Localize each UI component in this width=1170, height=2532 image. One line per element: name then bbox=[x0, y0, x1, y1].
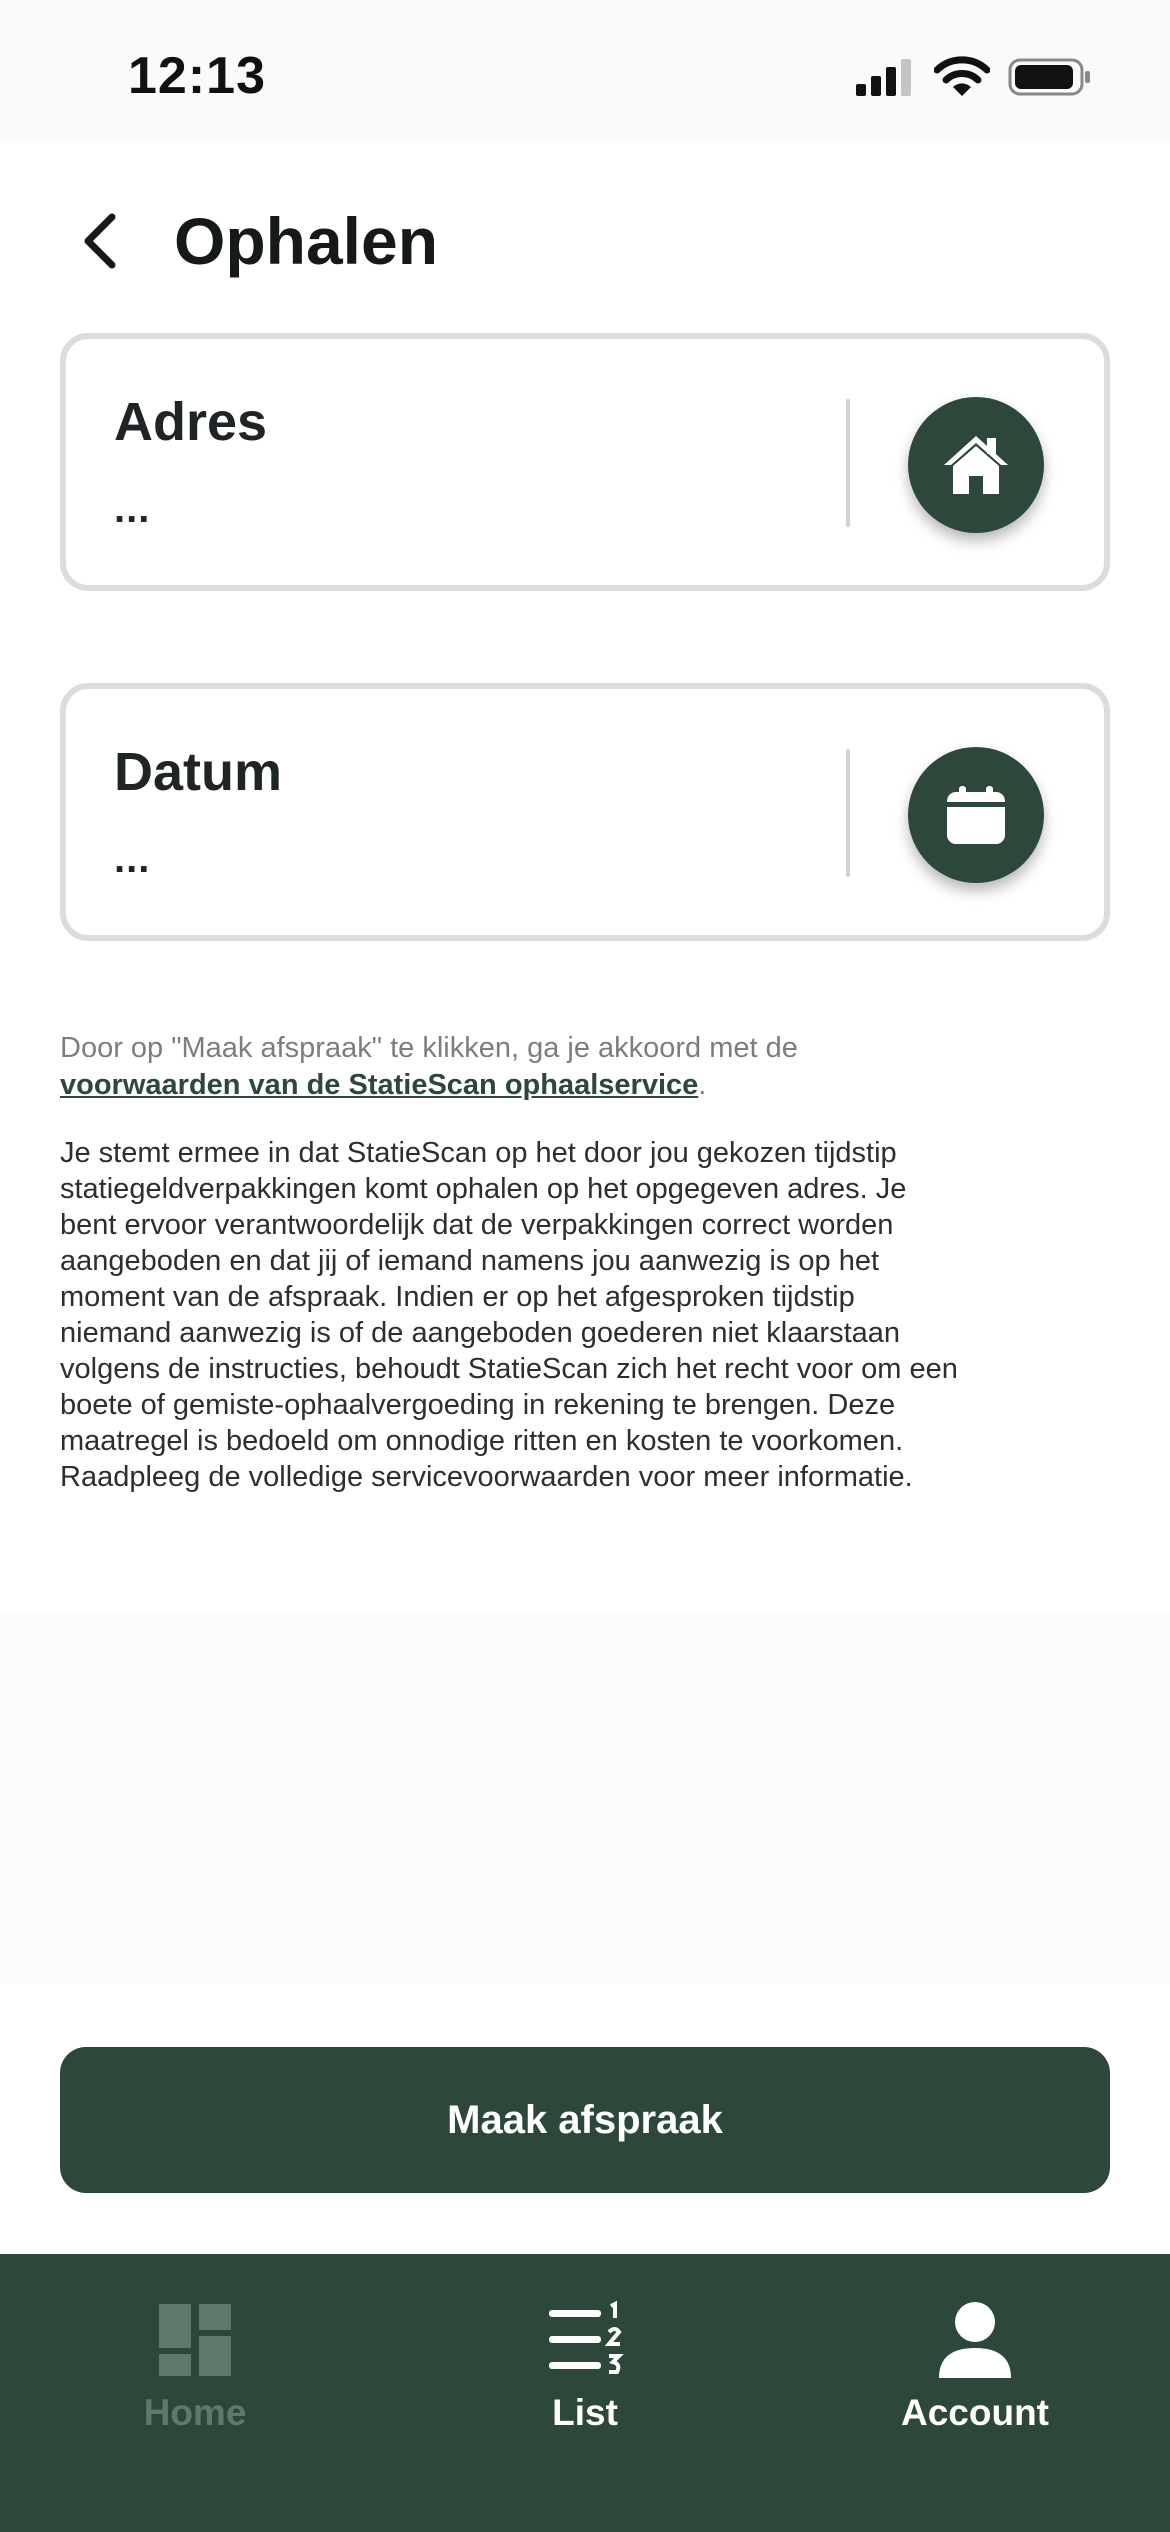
content-spacer bbox=[0, 1614, 1170, 1984]
address-value: ... bbox=[114, 487, 151, 531]
date-card[interactable] bbox=[60, 683, 1110, 941]
terms-line: bent ervoor verantwoordelijk dat de verpakkingen correct worden bbox=[60, 1209, 894, 1241]
date-picker-button[interactable] bbox=[908, 747, 1044, 883]
consent-suffix: . bbox=[698, 1069, 707, 1101]
date-label: Datum bbox=[114, 742, 283, 802]
tab-label: Home bbox=[143, 2392, 247, 2433]
address-picker-button[interactable] bbox=[908, 397, 1044, 533]
numbered-list-icon bbox=[543, 2298, 627, 2382]
address-card[interactable] bbox=[60, 333, 1110, 591]
terms-line: volgens de instructies, behoudt StatieScan zich het recht voor om een bbox=[60, 1353, 958, 1385]
page-header bbox=[0, 141, 1170, 331]
terms-line: aangeboden en dat jij of iemand namens jou aanwezig is op het bbox=[60, 1245, 880, 1277]
battery-icon bbox=[1008, 57, 1092, 97]
signal-icon bbox=[854, 58, 914, 98]
terms-line: Je stemt ermee in dat StatieScan op het door jou gekozen tijdstip bbox=[60, 1137, 897, 1169]
calendar-icon bbox=[945, 784, 1007, 846]
tab-home[interactable] bbox=[0, 2254, 390, 2454]
status-time: 12:13 bbox=[128, 47, 266, 105]
page-title: Ophalen bbox=[174, 204, 439, 278]
address-label: Adres bbox=[114, 392, 268, 452]
terms-line: Raadpleeg de volledige servicevoorwaarden voor meer informatie. bbox=[60, 1461, 913, 1493]
terms-line: maatregel is bedoeld om onnodige ritten en kosten te voorkomen. bbox=[60, 1425, 904, 1457]
home-icon bbox=[941, 432, 1011, 498]
person-icon bbox=[933, 2298, 1017, 2382]
terms-link[interactable]: voorwaarden van de StatieScan ophaalservice bbox=[60, 1069, 699, 1101]
terms-line: statiegeldverpakkingen komt ophalen op het opgegeven adres. Je bbox=[60, 1173, 907, 1205]
terms-line: moment van de afspraak. Indien er op het afgesproken tijdstip bbox=[60, 1281, 855, 1313]
tab-account[interactable] bbox=[780, 2254, 1170, 2454]
consent-text bbox=[60, 1030, 1120, 1104]
status-bar bbox=[0, 0, 1170, 141]
terms-line: niemand aanwezig is of de aangeboden goederen niet klaarstaan bbox=[60, 1317, 901, 1349]
card-divider bbox=[846, 749, 850, 877]
tab-label: Account bbox=[901, 2392, 1049, 2433]
make-appointment-button[interactable]: Maak afspraak bbox=[60, 2047, 1110, 2193]
tab-label: List bbox=[552, 2392, 618, 2433]
terms-text bbox=[60, 1135, 1120, 1495]
chevron-left-icon[interactable] bbox=[70, 201, 130, 281]
card-divider bbox=[846, 399, 850, 527]
dashboard-icon bbox=[153, 2298, 237, 2382]
consent-prefix: Door op "Maak afspraak" te klikken, ga je akkoord met de bbox=[60, 1032, 798, 1064]
date-value: ... bbox=[114, 837, 151, 881]
terms-line: boete of gemiste-ophaalvergoeding in rekening te brengen. Deze bbox=[60, 1389, 896, 1421]
wifi-icon bbox=[934, 54, 990, 98]
tab-list[interactable] bbox=[390, 2254, 780, 2454]
tab-bar bbox=[0, 2254, 1170, 2532]
